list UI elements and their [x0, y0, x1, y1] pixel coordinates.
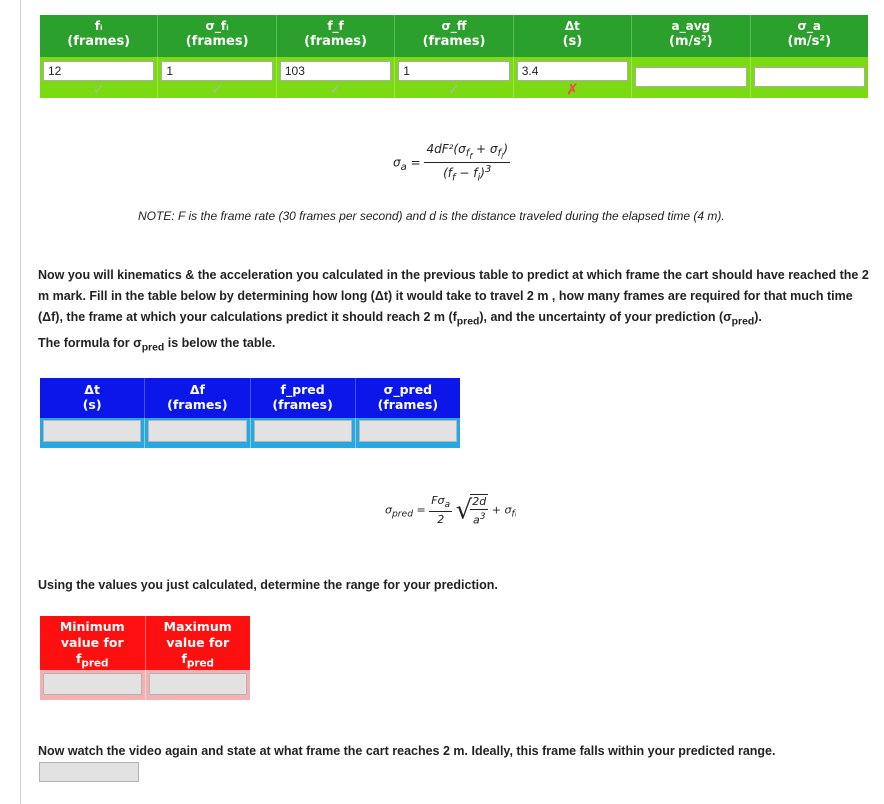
delta-t-input[interactable] [517, 61, 628, 81]
header-symbol: f_pred [280, 382, 325, 397]
instruction-line2-end: is below the table. [164, 335, 276, 350]
instruction-text [38, 265, 876, 358]
left-margin-rule [20, 0, 21, 804]
instruction-part1: Now you will kinematics & the acceleration you calculated in the previous table to predict at which frame the cart should have reached the 2 m mark. Fill in the table below by determining how long (Δt) it would take to travel 2 m , how many frames are required for that much time (Δf), the frame at which your calculations predict it should reach 2 m (f [38, 268, 869, 324]
sigma-pred-input[interactable] [359, 420, 457, 442]
header-symbol: Δt [84, 382, 100, 397]
ff-input[interactable] [280, 61, 391, 81]
numerator-text: Fσ [431, 494, 445, 508]
sigma-a-formula: $\sigma_a$ = $\frac{4dF^2(\sigma_{f_f} + \sigma_{f_i})}{(f_f - f_i)^3}$ [393, 142, 509, 184]
video-prompt: Now watch the video again and state at what frame the cart reaches 2 m. Ideally, this frame falls within your predicted range. [38, 744, 776, 758]
check-icon: ✓ [211, 81, 223, 97]
a-avg-input[interactable] [635, 67, 746, 87]
header-a-avg [632, 15, 750, 57]
formula-lhs: σ [393, 155, 401, 170]
header-delta-t-unit: (s) [562, 34, 583, 49]
sigma-pred-formula: $\sigma_{pred}$ = $\frac{F\sigma_a}{2}$ √ $\frac{2d}{a^3}$ + $\sigma_{fᵢ}$ [385, 494, 517, 527]
header-sigma-a-unit: (m/s²) [787, 34, 832, 49]
formula-fraction [424, 142, 510, 184]
header-unit: (frames) [272, 397, 333, 412]
header-sub: pred [81, 657, 109, 670]
header-line3: f [181, 651, 187, 666]
header-sigma-pred [356, 378, 460, 418]
prediction-table [40, 378, 460, 448]
header-line2: value for [166, 635, 230, 650]
formula-lhs-sub: a [400, 161, 407, 173]
numerator-text: 4dF²(σ [426, 142, 466, 156]
sqrt-den-exp: 3 [479, 511, 486, 522]
range-table-row [40, 670, 250, 700]
header-sigma-ff-symbol: σ_ff [441, 19, 467, 33]
max-f-pred-input[interactable] [149, 673, 248, 695]
fi-input[interactable] [43, 61, 154, 81]
sqrt-den-text: a [472, 513, 480, 527]
header-line2: value for [60, 635, 124, 650]
sigma-fi-input[interactable] [161, 61, 272, 81]
header-pred-delta-t [40, 378, 145, 418]
pred-sub: pred [456, 316, 480, 328]
measurement-table-header [40, 15, 868, 57]
header-symbol: σ_pred [383, 382, 433, 397]
cross-icon: ✗ [566, 81, 579, 97]
sqrt-fraction [470, 494, 488, 527]
denominator-exp: 3 [484, 164, 492, 176]
sqrt-denominator [470, 510, 488, 527]
pred-sub: pred [141, 342, 165, 353]
header-delta-t [514, 15, 632, 57]
actual-frame-input[interactable] [39, 762, 139, 782]
header-line3: f [75, 651, 82, 666]
formula-lhs: σ [385, 503, 392, 517]
header-sigma-a [751, 15, 868, 57]
sqrt-numerator: 2d [472, 495, 487, 508]
formula-denominator: $(f_f - f_i)^3$ [443, 164, 492, 184]
range-table [40, 616, 250, 700]
numerator-sub: a [444, 499, 451, 511]
check-icon: ✓ [329, 81, 342, 97]
header-unit: (frames) [167, 397, 228, 412]
check-icon: ✓ [448, 81, 460, 97]
formula-lhs-sub: pred [391, 508, 414, 520]
formula-numerator: $4dF^2(\sigma_{f_f} + \sigma_{f_i})$ [426, 142, 509, 162]
header-sigma-fi-unit: (frames) [185, 34, 249, 49]
header-max-f-pred [146, 616, 251, 670]
formula-plus-sub: fᵢ [511, 508, 517, 520]
sqrt-icon: √ [455, 495, 473, 526]
header-fi [40, 15, 158, 57]
header-symbol: Δf [189, 382, 205, 397]
formula-denominator: 2 [437, 513, 445, 527]
header-ff-unit: (frames) [304, 34, 367, 49]
header-sigma-ff-unit: (frames) [422, 34, 486, 49]
header-a-avg-symbol: a_avg [671, 19, 711, 33]
instruction-part3: ). [754, 310, 762, 324]
frame-rate-note: NOTE: F is the frame rate (30 frames per second) and d is the distance traveled during the elapsed time (4 m). [138, 209, 725, 223]
header-sigma-fi-symbol: σ_fᵢ [205, 19, 229, 33]
header-line1: Maximum [163, 619, 232, 634]
prediction-table-header [40, 378, 460, 418]
numerator-rest: + σ [472, 142, 498, 156]
header-pred-delta-f [145, 378, 250, 418]
min-f-pred-input[interactable] [43, 673, 142, 695]
formula-numerator [429, 494, 452, 512]
header-sigma-ff [395, 15, 513, 57]
instruction-line2: The formula for σ [38, 335, 142, 350]
range-table-header [40, 616, 250, 670]
pred-delta-f-input[interactable] [148, 420, 246, 442]
header-f-pred [251, 378, 356, 418]
formula-fraction [429, 494, 452, 526]
range-prompt: Using the values you just calculated, determine the range for your prediction. [38, 578, 498, 592]
header-unit: (frames) [377, 397, 439, 412]
pred-delta-t-input[interactable] [43, 420, 141, 442]
header-min-f-pred [40, 616, 146, 670]
measurement-table-row [40, 57, 868, 98]
header-delta-t-symbol: Δt [564, 19, 580, 33]
sigma-a-input[interactable] [754, 67, 865, 87]
pred-sub: pred [731, 316, 755, 328]
header-ff-symbol: f_f [327, 19, 344, 33]
header-line1: Minimum [59, 619, 125, 634]
header-fi-unit: (frames) [67, 34, 131, 49]
instruction-part2: ), and the uncertainty of your prediction (σ [479, 310, 732, 324]
header-unit: (s) [82, 397, 102, 412]
header-sigma-a-symbol: σ_a [797, 19, 821, 33]
header-a-avg-unit: (m/s²) [669, 34, 713, 49]
header-ff [277, 15, 395, 57]
prediction-table-row [40, 418, 460, 448]
header-sub: pred [186, 657, 215, 670]
measurement-table [40, 15, 868, 98]
denominator-rest: − f [455, 166, 478, 181]
header-sigma-fi [158, 15, 276, 57]
header-fi-symbol: fᵢ [94, 19, 103, 33]
denominator-text: (f [443, 166, 453, 181]
check-icon: ✓ [92, 81, 105, 97]
sigma-ff-input[interactable] [398, 61, 509, 81]
f-pred-input[interactable] [254, 420, 352, 442]
formula-plus-term: + σ [491, 503, 512, 517]
